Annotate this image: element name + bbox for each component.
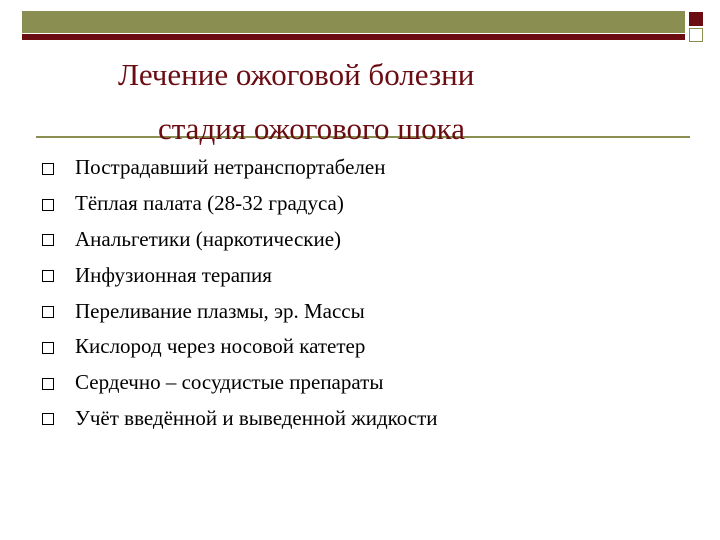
- list-item-text: Тёплая палата (28-32 градуса): [75, 191, 344, 216]
- list-item-text: Сердечно – сосудистые препараты: [75, 370, 384, 395]
- list-item-text: Кислород через носовой катетер: [75, 334, 366, 359]
- list-item: [42, 257, 692, 293]
- hollow-square-icon: [42, 413, 54, 425]
- hollow-square-icon: [42, 163, 54, 175]
- list-item-text: Переливание плазмы, эр. Массы: [75, 298, 365, 323]
- hollow-square-icon: [42, 378, 54, 390]
- list-item: [42, 401, 692, 437]
- list-item: [42, 186, 692, 222]
- list-item-text: Пострадавший нетранспортабелен: [75, 155, 386, 180]
- list-item: [42, 222, 692, 258]
- corner-square-outline-icon: [689, 28, 703, 42]
- hollow-square-icon: [42, 234, 54, 246]
- hollow-square-icon: [42, 342, 54, 354]
- list-item: [42, 293, 692, 329]
- header-band-maroon: [22, 34, 685, 40]
- hollow-square-icon: [42, 270, 54, 282]
- hollow-square-icon: [42, 199, 54, 211]
- bullet-list: [42, 150, 692, 436]
- list-item: [42, 329, 692, 365]
- slide-title-line-2: стадия ожогового шока: [158, 111, 465, 146]
- list-item: [42, 150, 692, 186]
- hollow-square-icon: [42, 306, 54, 318]
- list-item: [42, 365, 692, 401]
- list-item-text: Инфузионная терапия: [75, 262, 272, 287]
- slide-title-line-1: Лечение ожоговой болезни: [118, 57, 475, 92]
- list-item-text: Анальгетики (наркотические): [75, 226, 342, 251]
- header-band-olive: [22, 11, 685, 33]
- corner-square-filled-icon: [689, 12, 703, 26]
- list-item-text: Учёт введённой и выведенной жидкости: [75, 405, 438, 430]
